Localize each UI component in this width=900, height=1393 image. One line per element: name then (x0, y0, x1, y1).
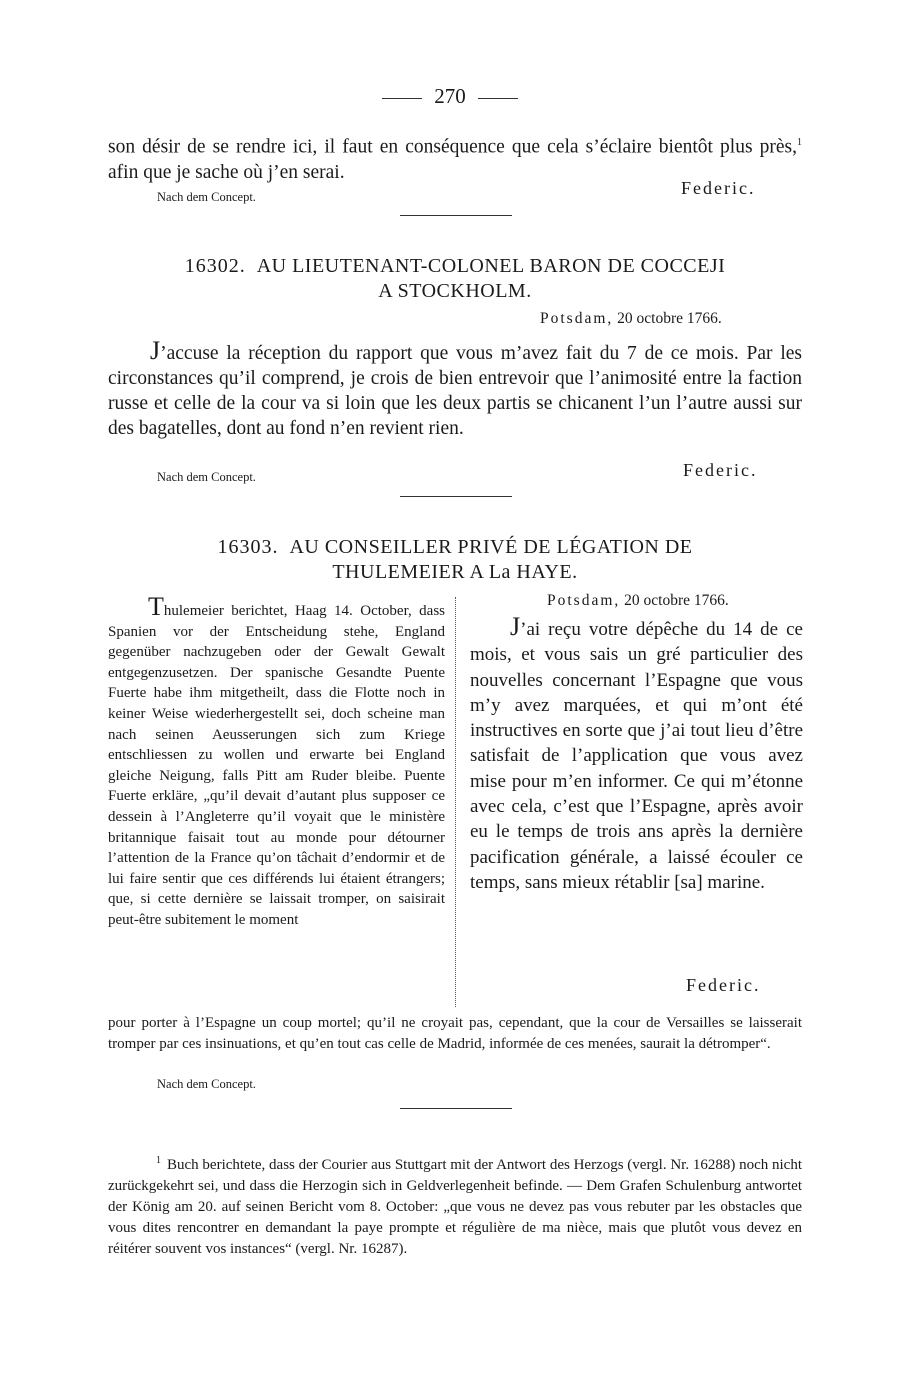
footnote-ref: 1 (797, 137, 802, 148)
dateline-place: Potsdam, (547, 592, 621, 609)
page-number: 270 (434, 84, 466, 108)
initial-letter: J (150, 336, 161, 365)
letter-heading (108, 254, 802, 304)
reply-column (470, 614, 803, 895)
initial-letter: J (510, 612, 521, 641)
footnote-text: Buch berichtete, dass der Courier aus Stuttgart mit der Antwort des Herzogs (vergl. Nr. 16288) noch nicht zurückgekehrt sei, und dass die Herzogin sich in Geldverlegenheit befinde. — Dem Grafen Schulenburg antwortet der König am 20. auf seinen Bericht vom 8. October: „que vous ne devez pas vous rebuter par les obstacles que vous dites rencontrer en demandant la paye prompte et régulière de ma nièce, mais que plutôt vous devez en réitérer souvent vos instances“ (vergl. Nr. 16287). (108, 1157, 802, 1257)
heading-line-1: AU CONSEILLER PRIVÉ DE LÉGATION DE (289, 536, 693, 558)
column-divider (455, 597, 456, 1007)
top-text-end: afin que je sache où j’en serai. (108, 161, 345, 183)
summary-text: hulemeier berichtet, Haag 14. October, dass Spanien vor der Entscheidung stehe, England gegenüber nachzugeben oder der Gewalt Gewalt entgegenzusetzen. Der spanische Gesandte Puente Fuerte habe ihm mitgetheilt, dass die Flotte noch in keiner Weise wiederhergestellt sei, doch scheine man nach seinen Aeusserungen sich zum Kriege entschliessen zu wollen und erwarte bei England gleiche Neigung, falls Pitt am Ruder bleibe. Puente Fuerte erkläre, „qu’il devait d’autant plus supposer ce dessein à l’Angleterre qu’il voyait que le ministère britannique faisait tout au monde pour détourner l’attention de la France qu’on tâchait d’endormir et de lui faire sentir que ces différends lui étaient étrangers; que, si cette dernière se laissait tromper, on saisirait peut-être subitement le moment (108, 603, 445, 928)
letter-body (108, 338, 802, 441)
top-text: son désir de se rendre ici, il faut en conséquence que cela s’éclaire bientôt plus près, (108, 136, 797, 158)
section-rule (400, 215, 512, 216)
signature: Federic. (681, 178, 756, 198)
dateline-date: 20 octobre 1766. (617, 310, 722, 327)
section-rule (400, 1108, 512, 1109)
letter-text: ’accuse la réception du rapport que vous m’avez fait du 7 de ce mois. Par les circonstances qu’il comprend, je crois de bien entrevoir que l’animosité entre la faction russe et celle de la cour va si loin que les deux partis se chicanent l’un l’autre aussi sur des bagatelles, dont au fond n’en revient rien. (108, 343, 802, 439)
letter-number: 16302. (184, 255, 246, 277)
heading-line-1: AU LIEUTENANT-COLONEL BARON DE COCCEJI (256, 255, 726, 277)
summary-initial: T (148, 592, 164, 621)
footnote-mark: 1 (156, 1155, 161, 1166)
heading-line-2: THULEMEIER A La HAYE. (332, 561, 578, 583)
heading-line-2: A STOCKHOLM. (378, 280, 532, 302)
section-rule (400, 496, 512, 497)
concept-note: Nach dem Concept. (157, 470, 256, 484)
footnote (108, 1150, 802, 1260)
header-dash-right (478, 98, 518, 99)
summary-column (108, 592, 445, 931)
page-header (0, 84, 900, 109)
concept-note: Nach dem Concept. (157, 190, 256, 204)
dateline-date: 20 octobre 1766. (624, 592, 729, 609)
summary-continuation: pour porter à l’Espagne un coup mortel; qu’il ne croyait pas, cependant, que la cour de Versailles se laisserait tromper par ces insinuations, et qu’en tout cas celle de Madrid, informée de ces menées, saurait la détromper“. (108, 1015, 802, 1052)
letter-number: 16303. (217, 536, 279, 558)
concept-note: Nach dem Concept. (157, 1077, 256, 1091)
signature: Federic. (686, 975, 761, 995)
dateline (547, 592, 729, 610)
signature: Federic. (683, 460, 758, 480)
dateline-place: Potsdam, (540, 310, 614, 327)
header-dash-left (382, 98, 422, 99)
top-paragraph (108, 130, 802, 185)
letter-text: ’ai reçu votre dépêche du 14 de ce mois, et vous sais un gré particulier des nouvelles concernant l’Espagne que vous m’y avez marquées, et qui m’ont été instructives en sorte que j’ai tout lieu d’être satisfait de l’application que vous avez mise pour m’en informer. Ce qui m’étonne avec cela, c’est que l’Espagne, après avoir eu le temps de trois ans après la dernière pacification générale, a laissé écouler ce temps, sans mieux rétablir [sa] marine. (470, 619, 803, 893)
dateline (540, 310, 722, 328)
letter-heading (108, 535, 802, 585)
